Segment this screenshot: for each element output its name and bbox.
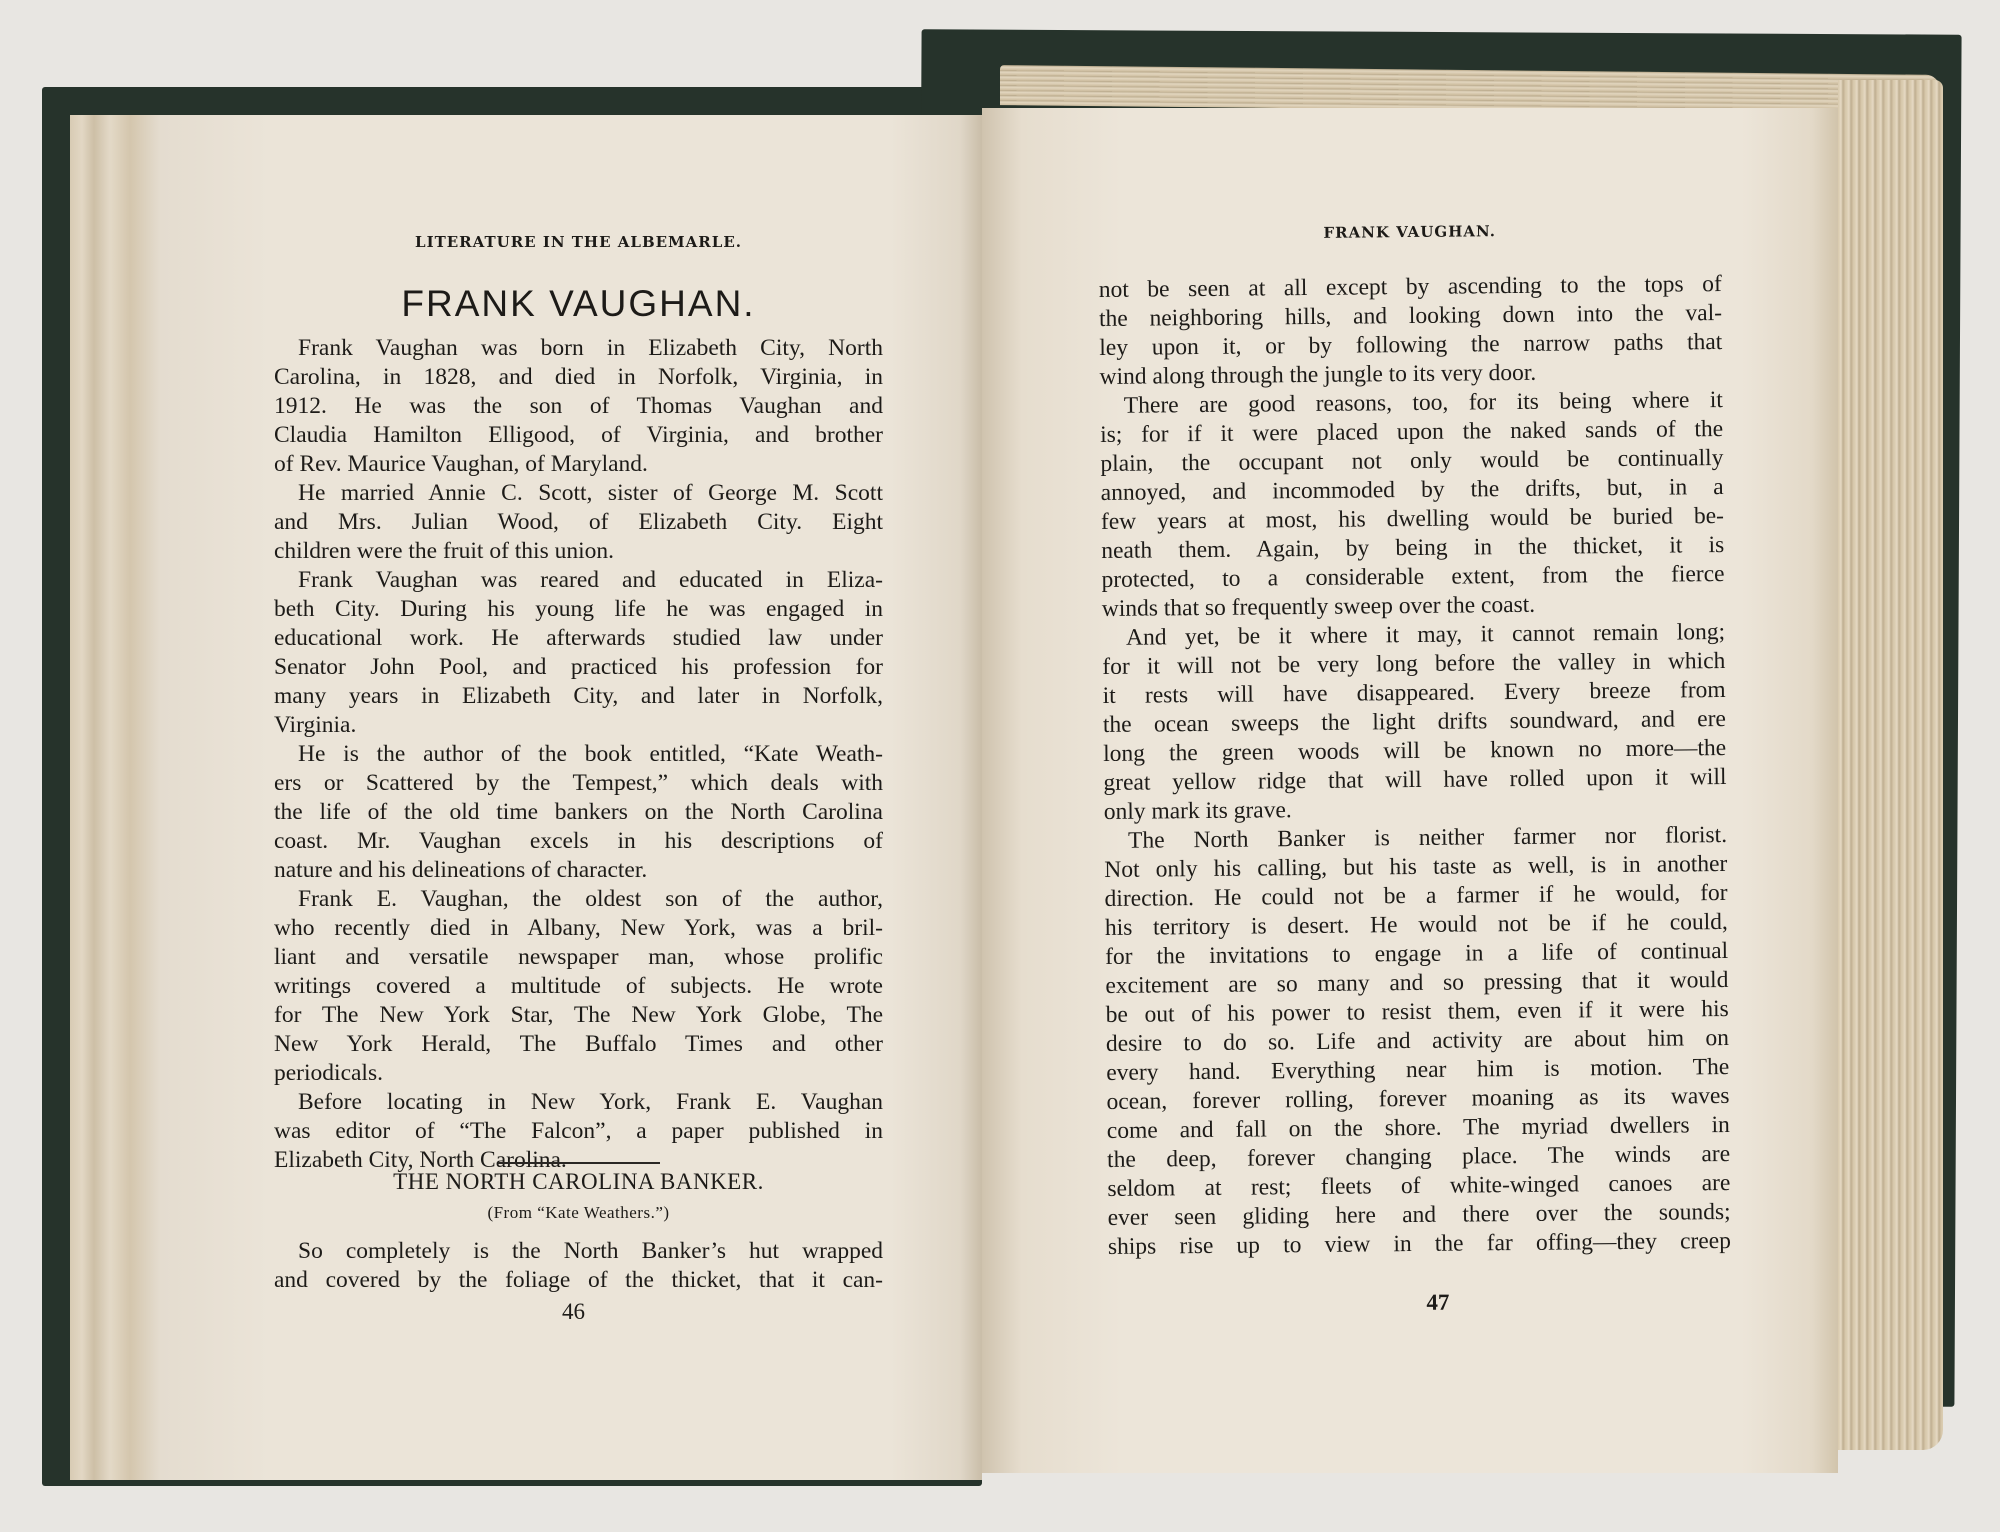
text-line: ley upon it, or by following the narrow paths that	[1099, 329, 1723, 361]
text-line: the life of the old time bankers on the North Carolina	[274, 799, 883, 825]
section-body	[274, 1237, 883, 1295]
text-line: desire to do so. Life and activity are about him on	[1105, 1024, 1730, 1057]
text-line: was editor of “The Falcon”, a paper published in	[274, 1118, 883, 1144]
text-line: writings covered a multitude of subjects. He wrote	[274, 973, 883, 999]
text-line: Before locating in New York, Frank E. Vaughan	[298, 1089, 883, 1115]
text-line: direction. He could not be a farmer if he would, for	[1104, 879, 1728, 912]
text-line: protected, to a considerable extent, from the fierce	[1101, 560, 1725, 593]
text-line: Claudia Hamilton Elligood, of Virginia, and brother	[274, 422, 883, 448]
text-line: many years in Elizabeth City, and later in Norfolk,	[274, 683, 883, 709]
text-line: for the invitations to engage in a life of continual	[1105, 937, 1729, 970]
text-line: children were the fruit of this union.	[274, 538, 615, 564]
section-title: THE NORTH CAROLINA BANKER.	[393, 1169, 764, 1194]
text-line: coast. Mr. Vaughan excels in his descriptions of	[274, 828, 883, 854]
page-number-right: 47	[1426, 1289, 1450, 1315]
text-line: ships rise up to view in the far offing—they creep	[1107, 1227, 1732, 1260]
text-line: it rests will have disappeared. Every breeze from	[1102, 676, 1726, 709]
left-body	[274, 334, 883, 1175]
text-line: seldom at rest; fleets of white-winged canoes are	[1107, 1169, 1731, 1202]
right-page	[982, 108, 1838, 1473]
text-line: of Rev. Maurice Vaughan, of Maryland.	[274, 451, 648, 477]
section-source: (From “Kate Weathers.”)	[487, 1203, 670, 1222]
article-title: FRANK VAUGHAN.	[401, 283, 756, 324]
text-line: ever seen gliding here and there over the sounds;	[1107, 1198, 1731, 1231]
text-line: 1912. He was the son of Thomas Vaughan and	[274, 393, 883, 419]
text-line: So completely is the North Banker’s hut wrapped	[298, 1238, 883, 1264]
text-line: annoyed, and incommoded by the drifts, but, in a	[1100, 474, 1724, 506]
text-line: only mark its grave.	[1103, 797, 1292, 825]
text-line: Frank Vaughan was born in Elizabeth City, North	[298, 335, 883, 361]
text-line: long the green woods will be known no more—the	[1103, 734, 1727, 767]
text-line: is; for if it were placed upon the naked sands of the	[1100, 416, 1724, 448]
text-line: great yellow ridge that will have rolled upon it will	[1103, 763, 1727, 796]
text-line: Not only his calling, but his taste as well, is in another	[1104, 850, 1728, 883]
text-line: Frank Vaughan was reared and educated in Eliza-	[298, 567, 883, 593]
text-line: Frank E. Vaughan, the oldest son of the author,	[298, 886, 883, 912]
text-line: Senator John Pool, and practiced his profession for	[274, 654, 883, 680]
page-number-left: 46	[562, 1299, 585, 1324]
text-line: plain, the occupant not only would be continually	[1100, 445, 1724, 477]
text-line: winds that so frequently sweep over the coast.	[1101, 591, 1536, 622]
text-line: There are good reasons, too, for its being where it	[1123, 387, 1723, 419]
text-line: The North Banker is neither farmer nor florist.	[1127, 821, 1728, 854]
left-text-column	[274, 115, 883, 1415]
text-line: ers or Scattered by the Tempest,” which deals with	[274, 770, 883, 796]
text-line: the neighboring hills, and looking down into the val-	[1098, 300, 1723, 332]
section-rule	[498, 1162, 660, 1164]
text-line: every hand. Everything near him is motion. The	[1106, 1053, 1730, 1086]
text-line: Elizabeth City, North Carolina.	[274, 1147, 567, 1173]
text-line: He married Annie C. Scott, sister of George M. Scott	[298, 480, 883, 506]
text-line: And yet, be it where it may, it cannot remain long;	[1125, 618, 1726, 651]
page-edges-right	[1838, 80, 1943, 1450]
text-line: periodicals.	[274, 1060, 383, 1086]
left-page	[70, 115, 982, 1480]
text-line: ocean, forever rolling, forever moaning as its waves	[1106, 1082, 1730, 1115]
text-line: Virginia.	[274, 712, 357, 738]
text-line: nature and his delineations of character.	[274, 857, 648, 883]
right-body	[1099, 270, 1731, 1262]
running-head-left: LITERATURE IN THE ALBEMARLE.	[415, 233, 742, 251]
text-line: He is the author of the book entitled, “Kate Weath-	[298, 741, 883, 767]
text-line: and Mrs. Julian Wood, of Elizabeth City. Eight	[274, 509, 883, 535]
text-line: excitement are so many and so pressing that it would	[1105, 966, 1729, 999]
text-line: educational work. He afterwards studied law under	[274, 625, 883, 651]
text-line: beth City. During his young life he was engaged in	[274, 596, 883, 622]
text-line: liant and versatile newspaper man, whose prolific	[274, 944, 883, 970]
text-line: who recently died in Albany, New York, was a bril-	[274, 915, 883, 941]
text-line: be out of his power to resist them, even if it were his	[1105, 995, 1729, 1028]
text-line: not be seen at all except by ascending to the tops of	[1098, 271, 1722, 303]
text-line: and covered by the foliage of the thicket, that it can-	[274, 1267, 883, 1293]
running-head-right: FRANK VAUGHAN.	[1323, 222, 1497, 242]
text-line: New York Herald, The Buffalo Times and other	[274, 1031, 883, 1057]
text-line: for The New York Star, The New York Globe, The	[274, 1002, 883, 1028]
text-line: the deep, forever changing place. The winds are	[1106, 1140, 1731, 1173]
text-line: Carolina, in 1828, and died in Norfolk, Virginia, in	[274, 364, 883, 390]
text-line: come and fall on the shore. The myriad dwellers in	[1106, 1111, 1730, 1144]
right-text-column	[1097, 102, 1732, 1408]
text-line: for it will not be very long before the valley in which	[1102, 647, 1726, 680]
text-line: his territory is desert. He would not be if he could,	[1104, 908, 1728, 941]
text-line: wind along through the jungle to its very door.	[1099, 359, 1537, 390]
text-line: neath them. Again, by being in the thicket, it is	[1101, 531, 1725, 564]
text-line: the ocean sweeps the light drifts soundward, and ere	[1102, 705, 1727, 738]
text-line: few years at most, his dwelling would be buried be-	[1100, 503, 1725, 535]
